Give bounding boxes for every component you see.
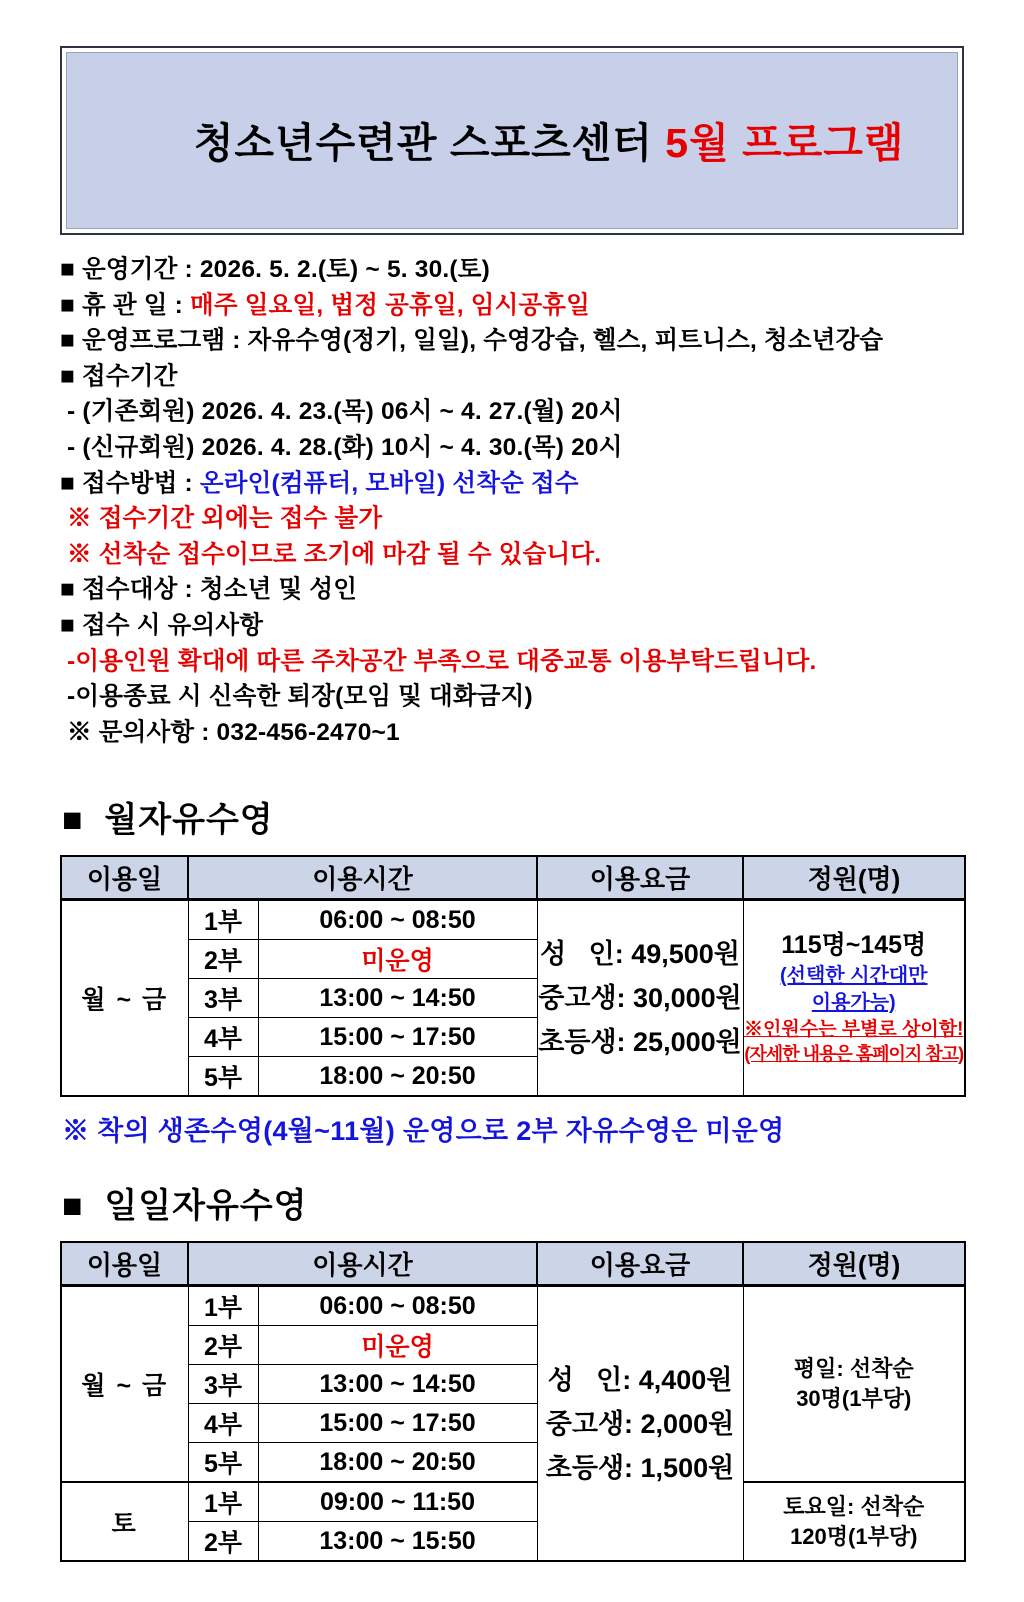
- info-text: ■ 접수대상 : 청소년 및 성인: [60, 576, 358, 604]
- info-text: - (신규회원) 2026. 4. 28.(화) 10시 ~ 4. 30.(목) 20시: [60, 433, 623, 461]
- info-line-parking-notice: [60, 644, 964, 680]
- part-cell: 3부: [188, 979, 258, 1018]
- info-line-contact: [60, 715, 964, 751]
- survival-swim-note: ※ 착의 생존수영(4월~11월) 운영으로 2부 자유수영은 미운영: [62, 1116, 785, 1147]
- time-cell-closed: 미운영: [258, 1326, 537, 1365]
- info-text-blue: 온라인(컴퓨터, 모바일) 선착순 접수: [199, 469, 579, 497]
- info-line-first-come: [60, 537, 964, 573]
- header-capacity: 정원(명): [743, 1242, 965, 1286]
- monthly-swim-section-title: ■ 월자유수영: [62, 801, 274, 840]
- time-cell: 18:00 ~ 20:50: [258, 1057, 537, 1097]
- fee-cell: [537, 1286, 743, 1562]
- time-cell: 09:00 ~ 11:50: [258, 1482, 537, 1522]
- info-text: ■ 접수기간: [60, 362, 178, 390]
- fee-child: 초등생: 1,500원: [545, 1452, 735, 1483]
- part-cell: 1부: [188, 900, 258, 940]
- capacity-cell: [743, 900, 965, 1097]
- fee-adult: 성 인: 49,500원: [540, 939, 740, 970]
- saturday-capacity-line: 120명(1부당): [790, 1523, 918, 1549]
- time-cell: 13:00 ~ 14:50: [258, 979, 537, 1018]
- saturday-capacity-cell: [743, 1482, 965, 1561]
- time-cell: 13:00 ~ 15:50: [258, 1522, 537, 1562]
- page-title-black: 청소년수련관 스포츠센터: [193, 120, 666, 166]
- fee-teen: 중고생: 2,000원: [545, 1408, 735, 1439]
- info-text: ■ 접수 시 유의사항: [60, 611, 264, 639]
- info-list: [60, 252, 964, 750]
- info-line-operating-period: [60, 252, 964, 288]
- fee-child: 초등생: 25,000원: [538, 1027, 742, 1058]
- part-cell: 1부: [188, 1482, 258, 1522]
- info-text: ■ 접수방법 :: [60, 469, 200, 497]
- capacity-note-blue: 이용가능): [811, 991, 896, 1014]
- part-cell: 5부: [188, 1443, 258, 1483]
- weekday-capacity-cell: [743, 1286, 965, 1483]
- weekday-capacity-line: 평일: 선착순: [793, 1356, 914, 1382]
- page-title: [66, 52, 958, 229]
- time-cell: 15:00 ~ 17:50: [258, 1018, 537, 1057]
- daily-swim-table: [60, 1241, 966, 1562]
- capacity-note-red: (자세한 내용은 홈페이지 참고): [744, 1043, 964, 1064]
- time-cell-closed: 미운영: [258, 940, 537, 979]
- header-capacity: 정원(명): [743, 856, 965, 900]
- daily-swim-section-title: ■ 일일자유수영: [62, 1187, 308, 1226]
- info-line-closed-days: [60, 288, 964, 324]
- header-time: 이용시간: [188, 1242, 537, 1286]
- header-day: 이용일: [61, 856, 188, 900]
- time-cell: 18:00 ~ 20:50: [258, 1443, 537, 1483]
- time-cell: 06:00 ~ 08:50: [258, 900, 537, 940]
- info-text-red: -이용인원 확대에 따른 주차공간 부족으로 대중교통 이용부탁드립니다.: [60, 647, 817, 675]
- saturday-capacity-line: 토요일: 선착순: [783, 1493, 925, 1519]
- info-line-exit-notice: [60, 679, 964, 715]
- info-text: - (기존회원) 2026. 4. 23.(목) 06시 ~ 4. 27.(월) 20시: [60, 398, 623, 426]
- info-line-programs: [60, 323, 964, 359]
- part-cell: 2부: [188, 1326, 258, 1365]
- info-line-no-registration-outside: [60, 501, 964, 537]
- time-cell: 15:00 ~ 17:50: [258, 1404, 537, 1443]
- saturday-group-cell: 토: [61, 1482, 188, 1561]
- info-line-existing-members: [60, 394, 964, 430]
- header-fee: 이용요금: [537, 856, 743, 900]
- fee-adult: 성 인: 4,400원: [547, 1364, 733, 1395]
- part-cell: 4부: [188, 1018, 258, 1057]
- info-line-registration-period: [60, 359, 964, 395]
- fee-cell: [537, 900, 743, 1097]
- capacity-note-blue: (선택한 시간대만: [780, 964, 928, 987]
- part-cell: 5부: [188, 1057, 258, 1097]
- info-text-red: ※ 접수기간 외에는 접수 불가: [60, 505, 383, 533]
- header-fee: 이용요금: [537, 1242, 743, 1286]
- info-text: ■ 운영프로그램 : 자유수영(정기, 일일), 수영강습, 헬스, 피트니스, 청소년강습: [60, 327, 884, 355]
- capacity-note-red: ※인원수는 부별로 상이함!: [744, 1018, 964, 1040]
- table-row: [61, 900, 965, 940]
- info-line-new-members: [60, 430, 964, 466]
- header-time: 이용시간: [188, 856, 537, 900]
- part-cell: 4부: [188, 1404, 258, 1443]
- info-text-red: 매주 일요일, 법정 공휴일, 임시공휴일: [190, 291, 591, 319]
- info-line-cautions-header: [60, 608, 964, 644]
- monthly-swim-table: [60, 855, 966, 1097]
- info-text-red: ※ 선착순 접수이므로 조기에 마감 될 수 있습니다.: [60, 540, 602, 568]
- title-banner: [60, 46, 964, 235]
- table-row: [61, 1286, 965, 1326]
- table-header-row: [61, 856, 965, 900]
- part-cell: 3부: [188, 1365, 258, 1404]
- part-cell: 2부: [188, 1522, 258, 1562]
- part-cell: 2부: [188, 940, 258, 979]
- table-header-row: [61, 1242, 965, 1286]
- time-cell: 13:00 ~ 14:50: [258, 1365, 537, 1404]
- info-text: ※ 문의사항 : 032-456-2470~1: [60, 718, 400, 746]
- part-cell: 1부: [188, 1286, 258, 1326]
- info-text: -이용종료 시 신속한 퇴장(모임 및 대화금지): [60, 683, 533, 711]
- time-cell: 06:00 ~ 08:50: [258, 1286, 537, 1326]
- capacity-range: 115명~145명: [781, 930, 927, 959]
- weekday-capacity-line: 30명(1부당): [796, 1386, 912, 1412]
- info-text: ■ 휴 관 일 :: [60, 291, 190, 319]
- info-line-eligibility: [60, 572, 964, 608]
- header-day: 이용일: [61, 1242, 188, 1286]
- fee-teen: 중고생: 30,000원: [538, 983, 742, 1014]
- weekday-group-cell: 월 ~ 금: [61, 1286, 188, 1483]
- table-row: [61, 1482, 965, 1522]
- info-line-registration-method: [60, 466, 964, 502]
- day-group-cell: 월 ~ 금: [61, 900, 188, 1097]
- info-text: ■ 운영기간 : 2026. 5. 2.(토) ~ 5. 30.(토): [60, 256, 491, 283]
- page-title-red: 5월 프로그램: [665, 120, 905, 166]
